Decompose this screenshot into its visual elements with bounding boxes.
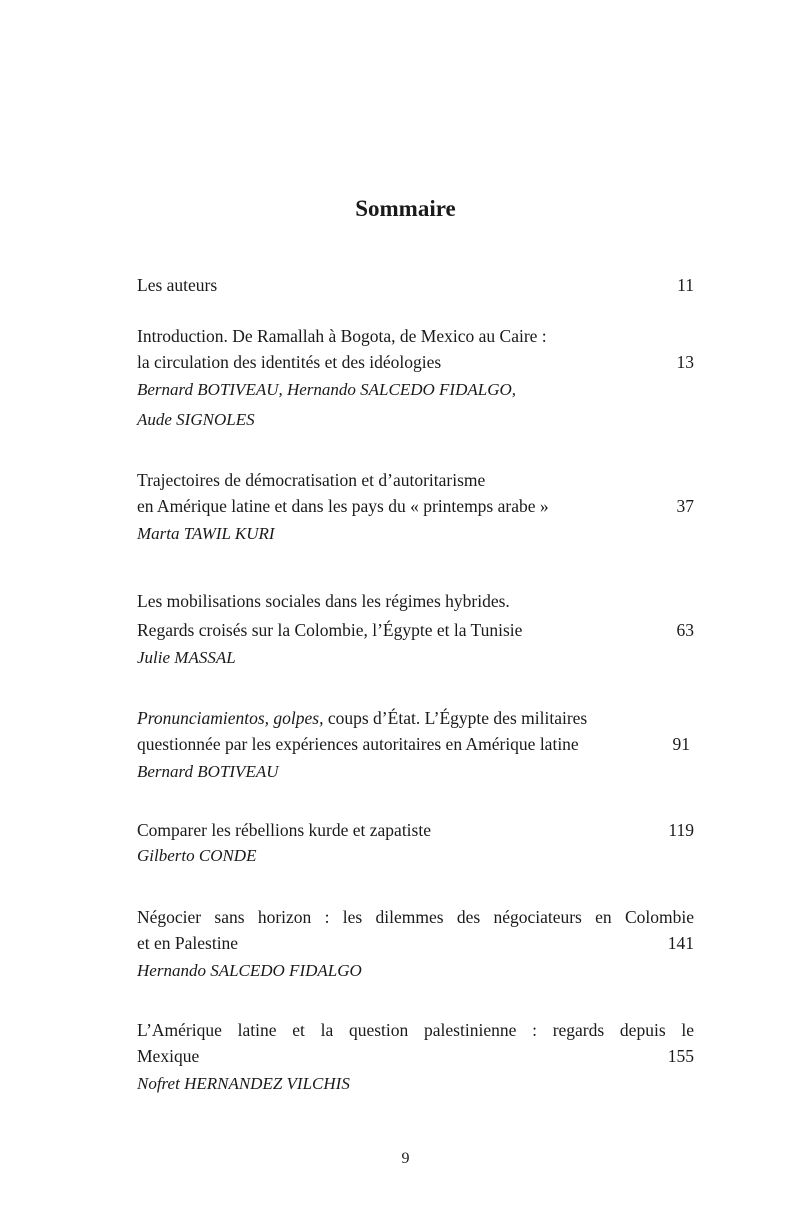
- toc-line: [137, 1043, 694, 1069]
- page-ref: 141: [667, 933, 694, 953]
- toc-entry-mobilisations: [137, 586, 694, 673]
- entry-title-italic: Pronunciamientos, golpes,: [137, 708, 324, 728]
- entry-author: Marta TAWIL KURI: [137, 524, 275, 543]
- toc-line: [137, 586, 694, 617]
- toc-line: [137, 467, 694, 493]
- entry-title: et en Palestine: [137, 933, 239, 953]
- toc-line: [137, 617, 694, 643]
- page-ref: 37: [676, 496, 694, 516]
- page-ref: 91: [672, 734, 690, 754]
- entry-author: Aude SIGNOLES: [137, 410, 255, 429]
- toc-entry-pronunciamientos: [137, 705, 694, 787]
- page-number: 9: [401, 1150, 410, 1167]
- toc-entry-introduction: [137, 323, 694, 435]
- entry-title: Négocier sans horizon : les dilemmes des négociateurs en Colombie: [137, 907, 694, 927]
- entry-title: Introduction. De Ramallah à Bogota, de Mexico au Caire :: [137, 326, 547, 346]
- entry-title: Les auteurs: [137, 275, 218, 295]
- entry-title: Trajectoires de démocratisation et d’autoritarisme: [137, 470, 486, 490]
- entry-title: Les mobilisations sociales dans les régimes hybrides.: [137, 591, 510, 611]
- entry-title: Regards croisés sur la Colombie, l’Égypte et la Tunisie: [137, 620, 523, 640]
- page-title: Sommaire: [355, 196, 456, 221]
- toc-line: [137, 272, 694, 298]
- entry-title: Mexique: [137, 1046, 200, 1066]
- entry-title: coups d’État. L’Égypte des militaires: [323, 708, 588, 728]
- toc-line: [137, 1017, 694, 1043]
- entry-author: Bernard BOTIVEAU, Hernando SALCEDO FIDALGO,: [137, 380, 517, 399]
- toc-entry-trajectoires: [137, 467, 694, 549]
- toc-line: [137, 493, 694, 519]
- toc-entry-les-auteurs: [137, 272, 694, 298]
- toc-line: [137, 817, 694, 843]
- page-ref: 11: [677, 275, 694, 295]
- toc-line: [137, 904, 694, 930]
- toc-line: [137, 705, 694, 731]
- toc-line: [137, 349, 694, 375]
- entry-author: Gilberto CONDE: [137, 846, 257, 865]
- entry-title: Comparer les rébellions kurde et zapatiste: [137, 820, 431, 840]
- entry-title: en Amérique latine et dans les pays du « printemps arabe »: [137, 496, 549, 516]
- toc-entry-rebellions: [137, 817, 694, 869]
- toc-line: [137, 930, 694, 956]
- page-ref: 13: [676, 352, 694, 372]
- entry-title: questionnée par les expériences autoritaires en Amérique latine: [137, 734, 579, 754]
- entry-title: la circulation des identités et des idéologies: [137, 352, 442, 372]
- entry-author: Hernando SALCEDO FIDALGO: [137, 961, 362, 980]
- page-ref: 63: [676, 620, 694, 640]
- entry-author: Julie MASSAL: [137, 648, 236, 667]
- page-ref: 119: [668, 820, 694, 840]
- page-ref: 155: [667, 1046, 694, 1066]
- toc-line: [137, 731, 694, 757]
- toc-line: [137, 323, 694, 349]
- entry-author: Bernard BOTIVEAU: [137, 762, 279, 781]
- toc-entry-negocier: [137, 904, 694, 986]
- toc-entry-amerique-latine: [137, 1017, 694, 1099]
- entry-author: Nofret HERNANDEZ VILCHIS: [137, 1074, 350, 1093]
- entry-title: L’Amérique latine et la question palestinienne : regards depuis le: [137, 1020, 694, 1040]
